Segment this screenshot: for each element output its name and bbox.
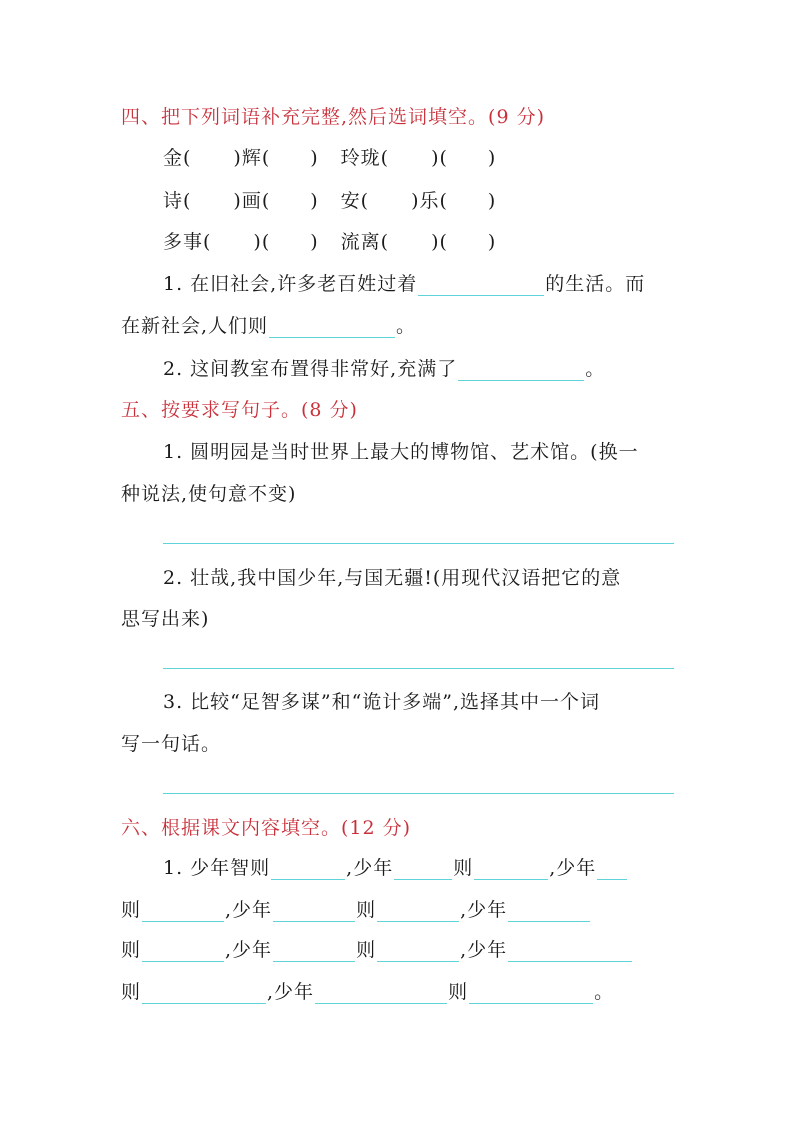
word-row-2: 诗( )画( ) 安( )乐( ): [163, 190, 497, 212]
s6-line-2: 则 ,少年 则 ,少年: [121, 898, 591, 922]
word-jin: 金(: [163, 147, 192, 169]
word-hua: )画(: [233, 190, 271, 212]
s6-blank[interactable]: [394, 859, 452, 880]
section-4-title: 四、把下列词语补充完整,然后选词填空。(9 分): [121, 106, 545, 128]
s6-line-3: 则 ,少年 则 ,少年: [121, 938, 633, 962]
s6-blank[interactable]: [377, 901, 459, 922]
s6-blank[interactable]: [142, 941, 224, 962]
s6-blank[interactable]: [142, 983, 266, 1004]
word-row-3: 多事( )( ) 流离( )( ): [163, 231, 497, 253]
s4-question-1-line1: 1. 在旧社会,许多老百姓过着 的生活。而: [163, 273, 646, 295]
word-le: )乐(: [411, 190, 448, 212]
s5-q3-line2: 写一句话。: [121, 733, 222, 755]
s5-q2-line2: 思写出来): [121, 608, 210, 630]
word-hui: )辉(: [233, 147, 271, 169]
s4-question-2: 2. 这间教室布置得非常好,充满了 。: [163, 358, 606, 380]
s6-blank[interactable]: [377, 941, 459, 962]
word-row-1: 金( )辉( ) 玲珑( )( ): [163, 147, 497, 169]
s6-blank[interactable]: [315, 983, 447, 1004]
s5-q2-line1: 2. 壮哉,我中国少年,与国无疆!(用现代汉语把它的意: [163, 567, 622, 589]
s4-q1-blank-2[interactable]: [269, 317, 395, 338]
section-5-title: 五、按要求写句子。(8 分): [121, 399, 358, 421]
s4-q2-blank[interactable]: [458, 360, 584, 381]
s6-blank[interactable]: [469, 983, 593, 1004]
s6-blank[interactable]: [508, 941, 632, 962]
s6-blank[interactable]: [142, 901, 224, 922]
word-linglong: 玲珑(: [340, 147, 390, 169]
s5-q1-line1: 1. 圆明园是当时世界上最大的博物馆、艺术馆。(换一: [163, 441, 639, 463]
s4-q1-blank-1[interactable]: [418, 275, 544, 296]
s6-blank[interactable]: [271, 859, 345, 880]
s6-blank[interactable]: [273, 901, 355, 922]
s6-blank[interactable]: [597, 859, 627, 880]
s5-q3-answer-line[interactable]: [163, 793, 674, 794]
s6-line-4: 则 ,少年 则 。: [121, 981, 615, 1003]
s6-line-1: 1. 少年智则 ,少年 则 ,少年: [163, 856, 628, 880]
s5-q1-answer-line[interactable]: [163, 543, 674, 544]
s6-blank[interactable]: [273, 941, 355, 962]
word-shi: 诗(: [163, 190, 192, 212]
s5-q2-answer-line[interactable]: [163, 668, 674, 669]
word-duoshi: 多事(: [163, 231, 212, 253]
s6-blank[interactable]: [474, 859, 548, 880]
s4-question-1-line2: 在新社会,人们则 。: [121, 315, 417, 337]
s5-q1-line2: 种说法,使句意不变): [121, 483, 297, 505]
word-liuli: 流离(: [340, 231, 390, 253]
s5-q3-line1: 3. 比较“足智多谋”和“诡计多端”,选择其中一个词: [163, 691, 601, 713]
section-6-title: 六、根据课文内容填空。(12 分): [121, 817, 412, 839]
word-an: 安(: [340, 190, 370, 212]
s6-blank[interactable]: [508, 901, 590, 922]
